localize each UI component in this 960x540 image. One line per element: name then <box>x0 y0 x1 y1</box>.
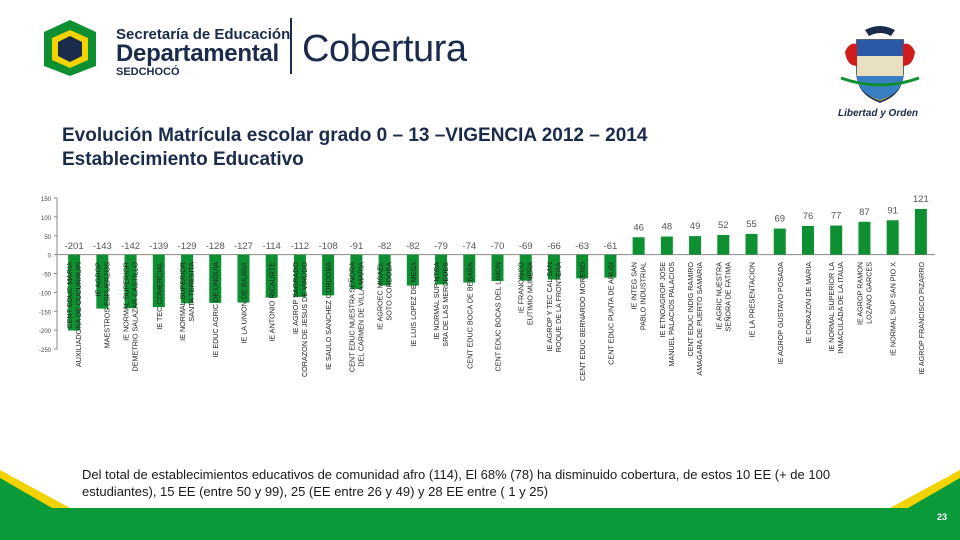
bar <box>915 209 927 255</box>
bar <box>689 236 701 254</box>
shield-caption: Libertad y Orden <box>837 108 918 119</box>
org-line1: Secretaría de Educación <box>116 26 291 43</box>
bar <box>661 237 673 255</box>
y-tick-label: 150 <box>40 197 51 203</box>
data-label: -82 <box>405 241 420 252</box>
y-tick-label: -100 <box>38 291 51 298</box>
x-category-label: CENT EDUC BOCA DE BEBARA <box>465 261 475 369</box>
data-label: -114 <box>262 241 281 252</box>
bar <box>774 229 786 255</box>
x-category-label: IE ETNOAGROP JOSE <box>657 262 667 338</box>
x-category-label: IE NORMAL SUP SAN PIO X <box>888 262 898 356</box>
x-category-label: IE AGROEC MISAEL <box>375 262 385 330</box>
x-category-label: DEL CARMEN DE VILLA MARIA <box>356 262 366 367</box>
section-title: Cobertura <box>302 28 467 70</box>
x-category-label: IE LA PRESENTACION <box>747 262 757 338</box>
data-label: -66 <box>547 241 561 252</box>
bar <box>802 226 814 255</box>
x-category-label: IE INTEG SAN <box>629 262 639 310</box>
y-tick-label: -50 <box>42 272 51 279</box>
data-label: -128 <box>205 241 225 252</box>
x-category-label: MANUEL PALACIOS PALACIOS <box>666 262 676 367</box>
data-label: -201 <box>64 241 84 252</box>
y-tick-label: 100 <box>40 215 51 222</box>
x-category-label: SEÑORA DE FATIMA <box>723 262 733 332</box>
y-tick-label: -200 <box>38 329 51 336</box>
x-category-label: CENT EDUC NUESTRA SEÑORA <box>347 262 357 373</box>
bar <box>830 226 842 255</box>
data-label: -127 <box>233 241 253 252</box>
data-label: -74 <box>462 241 477 252</box>
y-tick-label: 50 <box>44 234 51 241</box>
y-tick-label: 0 <box>47 253 51 260</box>
data-label: -69 <box>518 241 533 252</box>
x-category-label: CORAZON DE JESUS DE VIRUDO <box>299 262 309 378</box>
data-label: 121 <box>912 193 929 205</box>
x-category-label: CENT EDUC BOCAS DEL LIMON <box>493 262 503 372</box>
data-label: 52 <box>718 219 729 231</box>
x-category-label: IE LUIS LOPEZ DE MESA <box>408 262 418 347</box>
x-category-label: PABLO INDUSTRIAL <box>638 262 648 331</box>
x-category-label: IE SAULO SANCHEZ CORDOBA <box>324 262 334 370</box>
x-category-label: ROQUE DE LA FRONTERA <box>553 262 563 353</box>
bar <box>887 220 899 254</box>
x-category-label: INMACULADA DE LA ITAUA <box>836 262 846 354</box>
data-label: -82 <box>377 241 392 252</box>
data-label: -108 <box>318 241 338 252</box>
x-category-label: CENT EDUC BERNARDO MORENO <box>578 262 588 381</box>
data-label: -61 <box>603 241 618 252</box>
x-category-label: SRA DE LAS MERCEDES <box>441 262 451 347</box>
x-category-label: IE CORAZON DE MARIA <box>803 262 813 344</box>
x-category-label: IE AGRIC NUESTRA <box>714 262 724 330</box>
bar <box>717 235 729 255</box>
org-line2: Departamental <box>116 40 279 67</box>
title-line2: Establecimiento Educativo <box>62 149 304 170</box>
footer-bar <box>0 508 960 540</box>
x-category-label: DEMETRIO SALAZAR CASTILLO <box>130 262 140 372</box>
x-category-label: IE AGROP <box>93 262 103 297</box>
x-category-label: IE NORMAL SUPERIOR <box>178 262 188 341</box>
data-label: -143 <box>92 241 112 252</box>
x-category-label: IE AGROP GUSTAVO POSADA <box>775 262 785 365</box>
y-tick-label: -250 <box>38 348 51 354</box>
x-category-label: EUTIMIO MUNERA <box>525 262 535 326</box>
x-category-label: IE NORMAL SUPERIOR LA <box>827 262 837 352</box>
data-label: -129 <box>177 241 197 252</box>
x-category-label: IE AGROP Y TEC CAL SAN <box>544 262 554 352</box>
page-number: 23 <box>936 512 947 522</box>
x-category-label: IE NORMAL SUP NTRA <box>432 262 442 340</box>
data-label: 87 <box>859 206 870 218</box>
x-category-label: AUXILIADORA DE CUCURRUPI <box>74 262 84 368</box>
bar <box>633 237 645 254</box>
x-category-label: SANTA TERESITA <box>187 262 197 322</box>
summary-text: Del total de establecimientos educativos de comunidad afro (114), El 68% (78) ha disminuido cobertura, de estos 10 EE (+ de 100 estudiantes), 15 EE (entre 50 y 99), 25 (EE entre 26 y 49) y 28 EE entre ( 1 y 25) <box>82 467 831 499</box>
x-category-label: SOTO CORDOBA <box>384 262 394 321</box>
x-category-label: MAESTROS ESFUERZOS <box>102 262 112 349</box>
data-label: 49 <box>689 221 701 233</box>
data-label: 55 <box>746 218 757 230</box>
bar <box>746 234 758 255</box>
data-label: 69 <box>774 213 786 225</box>
data-label: -142 <box>121 241 141 252</box>
x-category-label: IE AGROP SAGRADO <box>290 262 300 335</box>
x-category-label: AMAGARA DE PUERTO SAMARIA <box>695 262 705 376</box>
x-category-label: IE AGROP FRANCISCO PIZARRO <box>916 262 926 375</box>
x-category-label: IE LA UNION DE BAJIRA <box>239 262 249 344</box>
x-category-label: IE AGROP RAMON <box>855 262 865 325</box>
x-category-label: CENT EDUC MARIA <box>65 262 75 329</box>
data-label: -112 <box>290 241 310 252</box>
data-label: -70 <box>490 241 505 252</box>
x-category-label: IE NORMAL SUPERIOR <box>121 262 131 341</box>
title-line1: Evolución Matrícula escolar grado 0 – 13 –VIGENCIA 2012 – 2014 <box>62 125 648 146</box>
data-label: 91 <box>887 205 898 217</box>
data-label: 76 <box>802 210 814 222</box>
x-category-label: LOZANO GARCES <box>864 262 874 324</box>
data-label: 46 <box>633 222 644 234</box>
y-tick-label: -150 <box>38 310 51 317</box>
x-category-label: IE ANTONIO RICAURTE <box>267 262 277 342</box>
x-category-label: IE EDUC AGRIC DE UNGUIA <box>211 262 221 358</box>
x-category-label: IE FRANCISCO <box>516 262 526 314</box>
data-label: -91 <box>349 241 364 252</box>
data-label: -79 <box>434 241 448 252</box>
data-label: -63 <box>575 241 590 252</box>
x-category-label: IE TEC COMERCIAL <box>154 262 164 330</box>
org-line3: SEDCHOCÓ <box>116 66 180 78</box>
bar <box>858 222 870 255</box>
x-category-label: CENT EDUC INDIG RAMIRO <box>686 262 696 357</box>
data-label: 48 <box>661 221 673 233</box>
data-label: 77 <box>830 210 842 222</box>
data-label: -139 <box>149 241 169 252</box>
x-category-label: CENT EDUC PUNTA DE ARUSI <box>606 262 616 365</box>
